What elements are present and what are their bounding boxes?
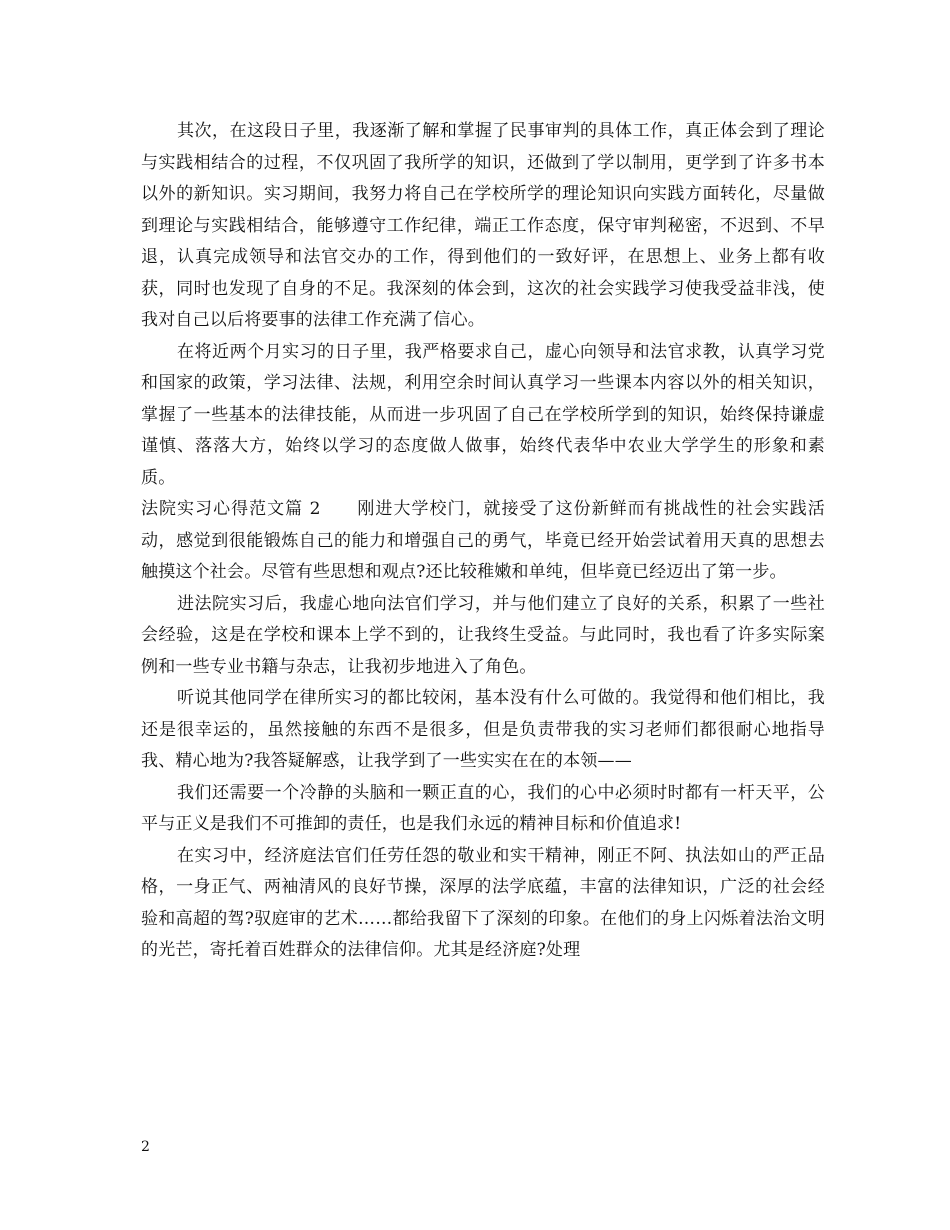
section-intro-text: 刚进大学校门，就接受了这份新鲜而有挑战性的社会实践活动，感觉到很能锻炼自己的能力和增强自己的勇气，毕竟已经开始尝试着用天真的思想去触摸这个社会。尽管有些思想和观点?还比较稚嫩和单纯，但毕竟已经迈出了第一步。	[141, 499, 826, 582]
paragraph-comparison-classmates: 听说其他同学在律所实习的都比较闲，基本没有什么可做的。我觉得和他们相比，我还是很幸运的，虽然接触的东西不是很多，但是负责带我的实习老师们都很耐心地指导我、精心地为?我答疑解惑，让我学到了一些实实在在的本领——	[141, 688, 825, 771]
paragraph-two-months-internship: 在将近两个月实习的日子里，我严格要求自己，虚心向领导和法官求教，认真学习党和国家的政策，学习法律、法规，利用空余时间认真学习一些课本内容以外的相关知识，掌握了一些基本的法律技能，从而进一步巩固了自己在学校所学到的知识，始终保持谦虚谨慎、落落大方，始终以学习的态度做人做事，始终代表华中农业大学学生的形象和素质。	[141, 341, 825, 488]
page-number: 2	[141, 1139, 150, 1155]
paragraph-court-learning: 进法院实习后，我虚心地向法官们学习，并与他们建立了良好的关系，积累了一些社会经验，这是在学校和课本上学不到的，让我终生受益。与此同时，我也看了许多实际案例和一些专业书籍与杂志，让我初步地进入了角色。	[141, 593, 825, 677]
paragraph-judges-impression: 在实习中，经济庭法官们任劳任怨的敬业和实干精神，刚正不阿、执法如山的严正品格，一身正气、两袖清风的良好节操，深厚的法学底蕴，丰富的法律知识，广泛的社会经验和高超的驾?驭庭审的艺术……都给我留下了深刻的印象。在他们的身上闪烁着法治文明的光芒，寄托着百姓群众的法律信仰。尤其是经济庭?处理	[141, 845, 825, 960]
paragraph-justice-values: 我们还需要一个冷静的头脑和一颗正直的心，我们的心中必须时时都有一杆天平，公平与正义是我们不可推卸的责任，也是我们永远的精神目标和价值追求!	[141, 782, 825, 834]
paragraph-practice-summary: 其次，在这段日子里，我逐渐了解和掌握了民事审判的具体工作，真正体会到了理论与实践相结合的过程，不仅巩固了我所学的知识，还做到了学以制用，更学到了许多书本以外的新知识。实习期间，我努力将自己在学校所学的理论知识向实践方面转化，尽量做到理论与实践相结合，能够遵守工作纪律，端正工作态度，保守审判秘密，不迟到、不早退，认真完成领导和法官交办的工作，得到他们的一致好评，在思想上、业务上都有收获，同时也发现了自身的不足。我深刻的体会到，这次的社会实践学习使我受益非浅，使我对自己以后将要事的法律工作充满了信心。	[141, 121, 825, 330]
section-heading: 法院实习心得范文篇 2	[141, 499, 321, 519]
document-body	[141, 116, 825, 967]
section-article-2	[141, 494, 825, 589]
